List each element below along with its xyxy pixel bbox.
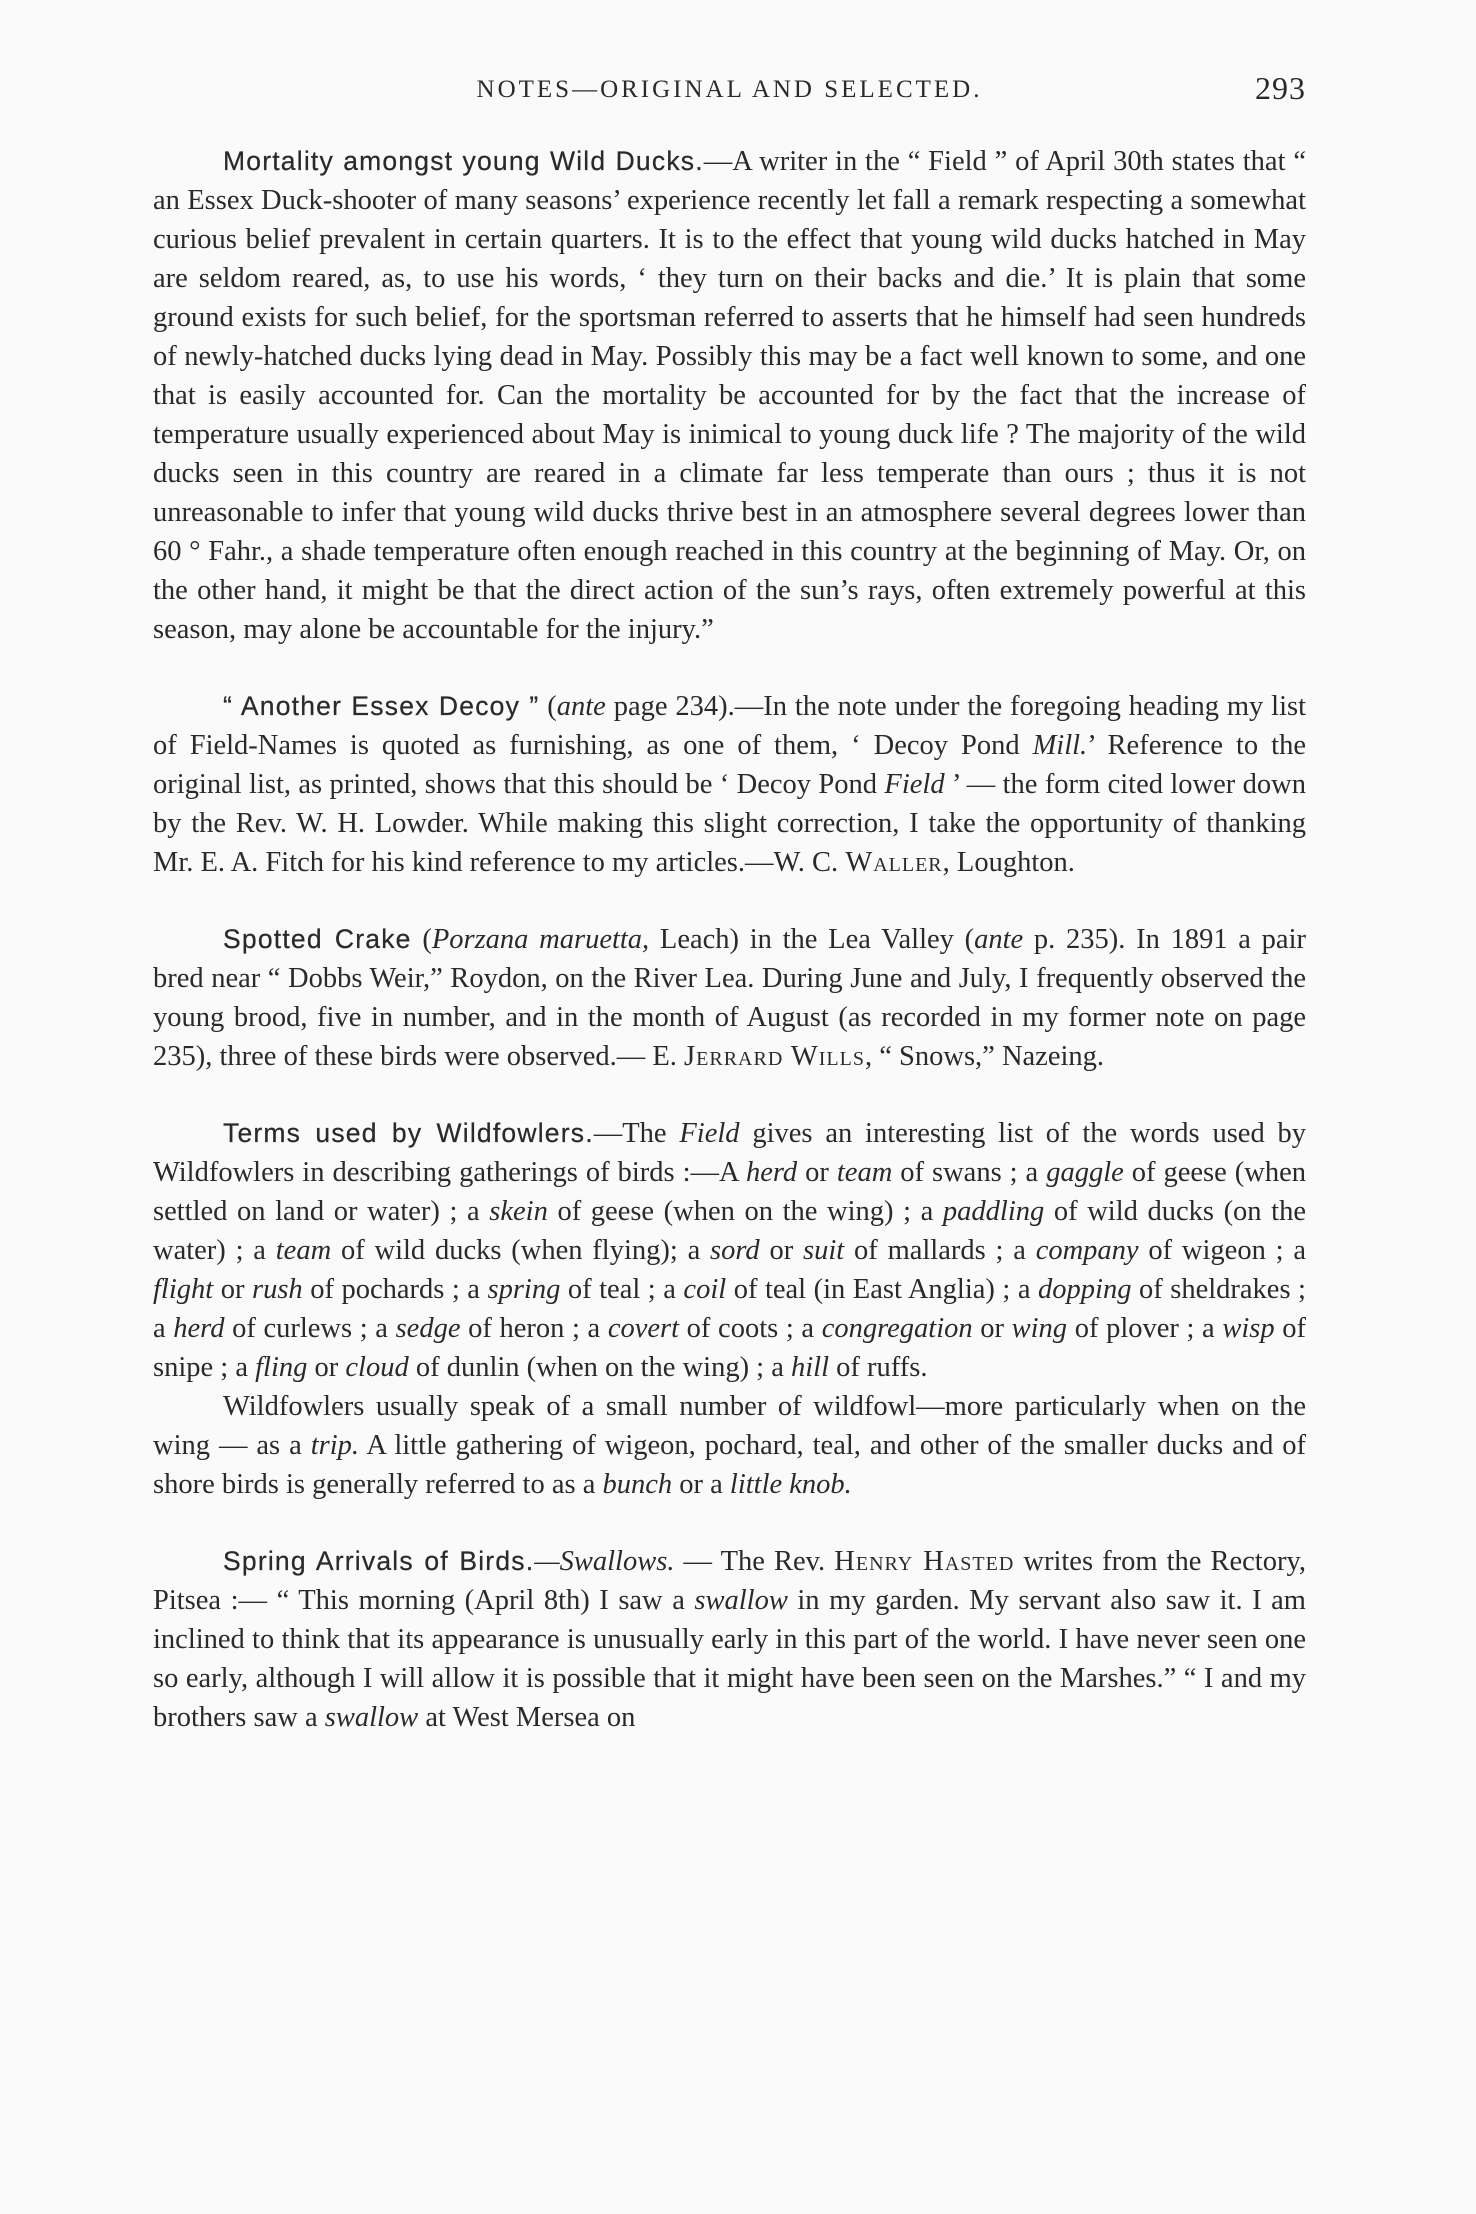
- note-text: of sheldrakes ; a: [153, 1274, 1306, 1344]
- italic-term: bunch: [602, 1469, 673, 1500]
- italic-term: dopping: [1038, 1274, 1132, 1305]
- note-wildfowler-terms: [153, 1114, 1306, 1504]
- note-text: of teal (in East Anglia) ; a: [726, 1274, 1039, 1305]
- italic-term: suit: [803, 1235, 845, 1266]
- italic-term: paddling: [942, 1196, 1045, 1227]
- author-name: Jerrard Wills: [684, 1041, 865, 1072]
- author-place: , “ Snows,” Nazeing.: [865, 1041, 1105, 1072]
- note-text: of coots ; a: [679, 1313, 822, 1344]
- note-text: Leach) in the Lea Valley (: [649, 924, 975, 955]
- note-paragraph: [153, 1114, 1306, 1387]
- italic-species: Porzana maruetta,: [431, 924, 650, 955]
- note-text: of curlews ; a: [224, 1313, 396, 1344]
- note-text: of mallards ; a: [844, 1235, 1036, 1266]
- note-heading: “ Another Essex Decoy ”: [223, 691, 540, 721]
- italic-term: company: [1035, 1235, 1139, 1266]
- italic-term: spring: [487, 1274, 561, 1305]
- italic-term: congregation: [821, 1313, 973, 1344]
- italic-field: Field: [884, 769, 945, 800]
- note-text: of wigeon ; a: [1138, 1235, 1306, 1266]
- note-text: or: [759, 1235, 804, 1266]
- note-text: page 234).—In the note under the foregoing heading my list of Field-Names is quoted as furnishing, as one of them, ‘ Decoy Pond: [153, 691, 1306, 761]
- note-text: of geese (when on the wing) ; a: [547, 1196, 943, 1227]
- italic-mill: Mill.: [1032, 730, 1088, 761]
- note-text: — The Rev.: [674, 1546, 835, 1577]
- note-text: ’ Reference to the original list, as printed, shows that this should be ‘ Decoy Pond: [153, 730, 1306, 800]
- note-text: A little gathering of wigeon, pochard, teal, and other of the smaller ducks and of shore birds is generally referred to as a: [153, 1430, 1307, 1500]
- note-text: of pochards ; a: [302, 1274, 488, 1305]
- italic-term: sord: [710, 1235, 760, 1266]
- note-text: of wild ducks (on the water) ; a: [153, 1196, 1306, 1266]
- note-wild-ducks: [153, 142, 1306, 649]
- italic-term: cloud: [345, 1352, 409, 1383]
- italic-ante: ante: [556, 691, 606, 722]
- note-heading: Spring Arrivals of Birds.: [223, 1546, 535, 1576]
- italic-term: herd: [173, 1313, 225, 1344]
- note-text: or: [972, 1313, 1012, 1344]
- note-text: Wildfowlers usually speak of a small number of wildfowl—more particularly when on the wing — as a: [153, 1391, 1306, 1461]
- note-text: or: [213, 1274, 252, 1305]
- italic-term: little knob.: [729, 1469, 852, 1500]
- note-text: —The: [593, 1118, 680, 1149]
- page: [153, 70, 1306, 1737]
- note-paragraph: Spotted Crake (Porzana maruetta, Leach) in the Lea Valley (ante p. 235). In 1891 a pair bred near “ Dobbs Weir,” Roydon, on the River Lea. During June and July, I frequently observed the young brood, five in number, and in the month of August (as recorded in my former note on page 235), three of these birds were observed.— E. Jerrard Wills, “ Snows,” Nazeing.: [153, 924, 1306, 1072]
- note-heading: Spotted Crake: [223, 924, 412, 954]
- italic-term: coil: [683, 1274, 727, 1305]
- note-paragraph: [153, 1542, 1306, 1737]
- note-text: or: [797, 1157, 837, 1188]
- italic-term: sedge: [395, 1313, 461, 1344]
- italic-term: trip.: [310, 1430, 359, 1461]
- italic-term: wing: [1011, 1313, 1068, 1344]
- italic-term: hill: [791, 1352, 830, 1383]
- note-text: in my garden. My servant also saw it. I am inclined to think that its appearance is unusually early in this part of the world. I have never seen one so early, although I will allow it is possible that it might have been seen on the Marshes.” “ I and my brothers saw a: [153, 1585, 1306, 1733]
- italic-term: gaggle: [1046, 1157, 1124, 1188]
- italic-field: Field: [679, 1118, 740, 1149]
- note-spotted-crake: [153, 920, 1306, 1076]
- note-text: of wild ducks (when flying); a: [331, 1235, 711, 1266]
- author-name: Henry Hasted: [834, 1546, 1015, 1577]
- note-text: at West Mersea on: [418, 1702, 636, 1733]
- note-text: of plover ; a: [1067, 1313, 1223, 1344]
- italic-subheading: —Swallows.: [534, 1546, 675, 1577]
- note-text: of heron ; a: [460, 1313, 608, 1344]
- note-spring-arrivals: [153, 1542, 1306, 1737]
- page-number: 293: [1255, 70, 1306, 106]
- running-head: [153, 70, 1306, 110]
- note-paragraph: [153, 1387, 1306, 1504]
- note-text: of dunlin (when on the wing) ; a: [408, 1352, 792, 1383]
- note-text: writes from the Rectory, Pitsea :— “ This morning (April 8th) I saw a: [153, 1546, 1306, 1616]
- note-heading: Terms used by Wildfowlers.: [223, 1118, 594, 1148]
- italic-term: covert: [607, 1313, 680, 1344]
- note-essex-decoy: [153, 687, 1306, 882]
- italic-term: flight: [153, 1274, 214, 1305]
- italic-term: herd: [745, 1157, 798, 1188]
- italic-term: team: [275, 1235, 332, 1266]
- italic-ante: ante: [974, 924, 1024, 955]
- note-paragraph: [153, 142, 1306, 649]
- italic-term: wisp: [1222, 1313, 1275, 1344]
- italic-term: swallow: [694, 1585, 788, 1616]
- note-text: ’ — the form cited lower down by the Rev. W. H. Lowder. While making this slight correction, I take the opportunity of thanking Mr. E. A. Fitch for his kind reference to my articles.—W. C.: [153, 769, 1306, 878]
- author-place: , Loughton.: [942, 847, 1075, 878]
- running-title: NOTES—ORIGINAL AND SELECTED.: [476, 76, 983, 103]
- note-text: —A writer in the “ Field ” of April 30th states that “ an Essex Duck-shooter of many seasons’ experience recently let fall a remark respecting a somewhat curious belief prevalent in certain quarters. It is to the effect that young wild ducks hatched in May are seldom reared, as, to use his words, ‘ they turn on their backs and die.’ It is plain that some ground exists for such belief, for the sportsman referred to asserts that he himself had seen hundreds of newly-hatched ducks lying dead in May. Possibly this may be a fact well known to some, and one that is easily accounted for. Can the mortality be accounted for by the fact that the increase of temperature usually experienced about May is inimical to young duck life ? The majority of the wild ducks seen in this country are reared in a climate far less temperate than ours ; thus it is not unreasonable to infer that young wild ducks thrive best in an atmosphere several degrees lower than 60 ° Fahr., a shade temperature often enough reached in this country at the beginning of May. Or, on the other hand, it might be that the direct action of the sun’s rays, often extremely powerful at this season, may alone be accountable for the injury.”: [153, 146, 1306, 645]
- note-paragraph: “ Another Essex Decoy ” (ante page 234).—In the note under the foregoing heading my list of Field-Names is quoted as furnishing, as one of them, ‘ Decoy Pond Mill.’ Reference to the original list, as printed, shows that this should be ‘ Decoy Pond Field ’ — the form cited lower down by the Rev. W. H. Lowder. While making this slight correction, I take the opportunity of thanking Mr. E. A. Fitch for his kind reference to my articles.—W. C. Waller, Loughton.: [153, 691, 1306, 878]
- italic-term: team: [836, 1157, 893, 1188]
- italic-term: skein: [489, 1196, 548, 1227]
- note-text: of teal ; a: [560, 1274, 684, 1305]
- note-text: of geese (when settled on land or water) ; a: [153, 1157, 1306, 1227]
- note-text: of swans ; a: [892, 1157, 1047, 1188]
- note-text: p. 235). In 1891 a pair bred near “ Dobbs Weir,” Roydon, on the River Lea. During June and July, I frequently observed the young brood, five in number, and in the month of August (as recorded in my former note on page 235), three of these birds were observed.— E.: [153, 924, 1306, 1072]
- author-name: Waller: [845, 847, 943, 878]
- note-text: or a: [672, 1469, 730, 1500]
- italic-term: fling: [255, 1352, 308, 1383]
- note-text: of snipe ; a: [153, 1313, 1306, 1383]
- note-text: gives an interesting list of the words used by Wildfowlers in describing gatherings of birds :—A: [153, 1118, 1307, 1188]
- italic-term: rush: [251, 1274, 303, 1305]
- note-heading: Mortality amongst young Wild Ducks.: [223, 146, 704, 176]
- note-text: or: [307, 1352, 346, 1383]
- note-text: of ruffs.: [829, 1352, 928, 1383]
- italic-term: swallow: [324, 1702, 419, 1733]
